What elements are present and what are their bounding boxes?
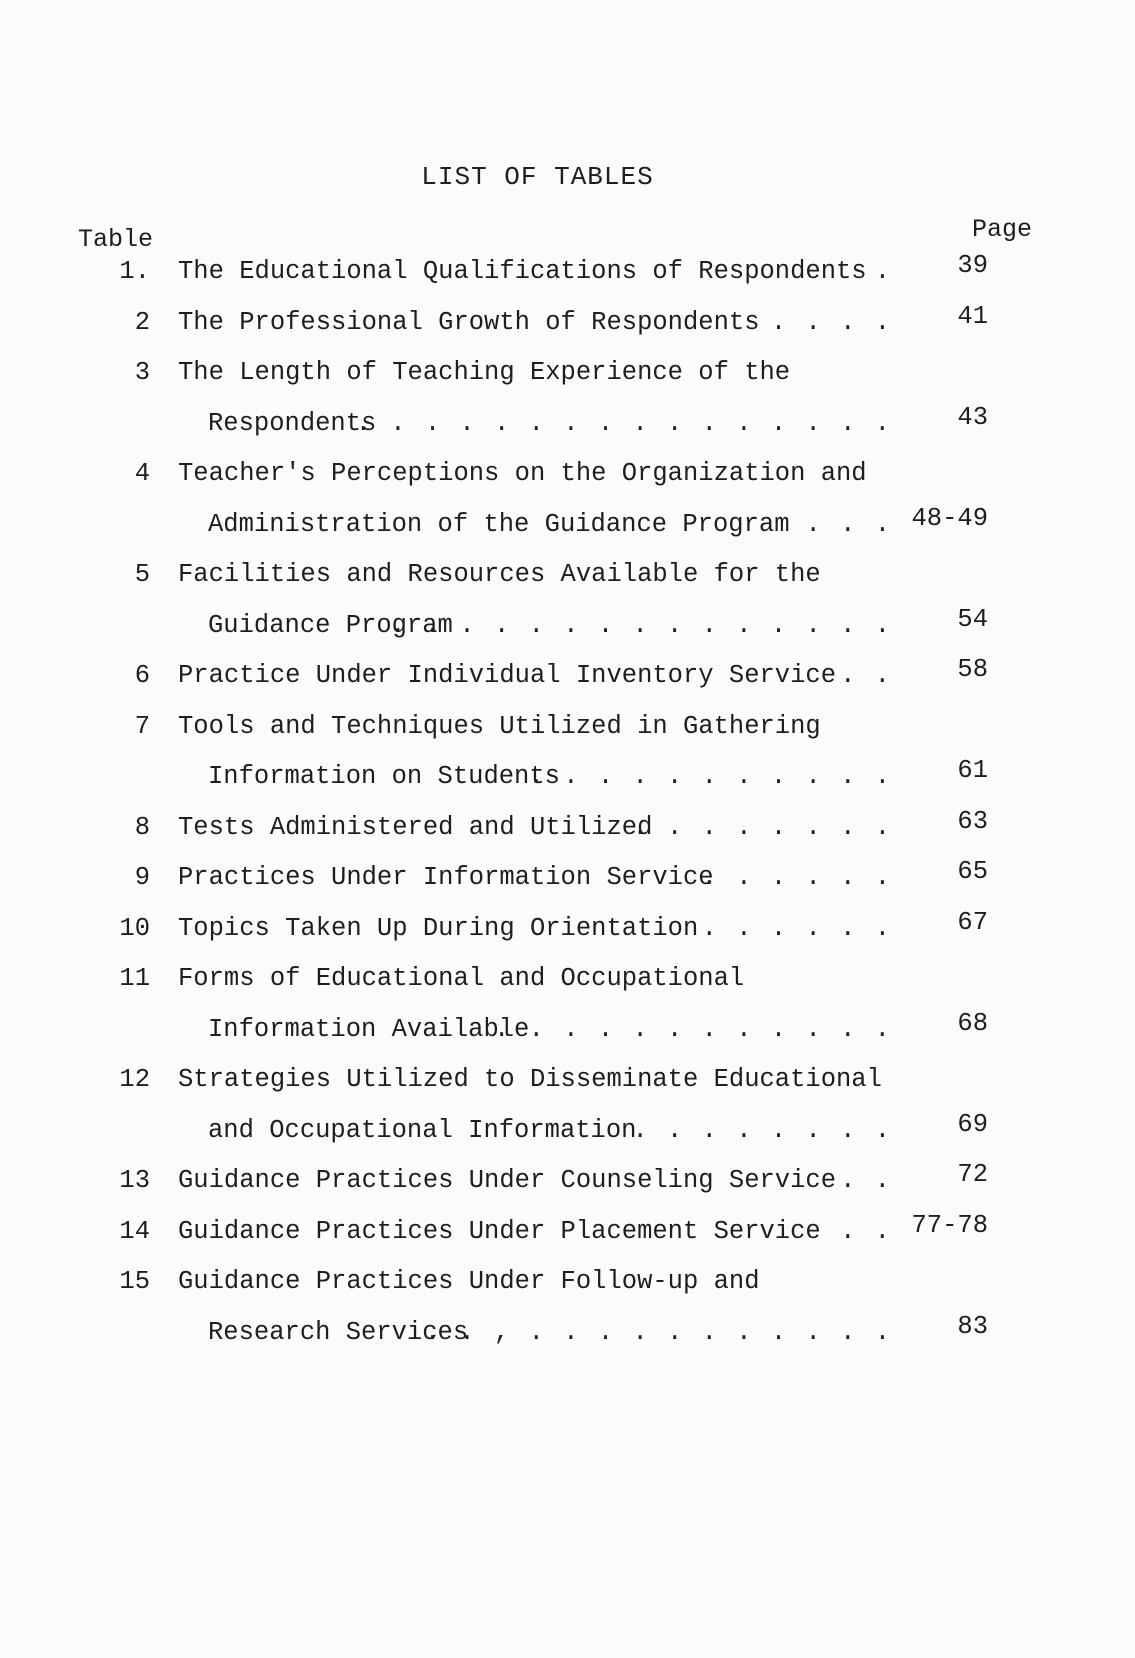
table-number: 3 [134,358,150,387]
table-number: 13 [119,1166,150,1195]
table-number: 9 [134,863,150,892]
page-column-header: Page [972,215,1033,244]
table-number: 2 [134,307,150,337]
table-title: Tools and Techniques Utilized in Gathering [178,711,821,741]
table-entry-line [0,962,1135,996]
table-entry-line [0,604,1135,643]
page-number: 39 [957,251,988,280]
dot-leader: . . . . . . [701,913,892,943]
table-title: Research Services [208,1317,469,1347]
table-number: 11 [119,964,150,993]
table-title: Teacher's Perceptions on the Organization and [178,459,867,488]
page-number: 54 [957,604,988,634]
dot-leader: . . [840,1216,892,1246]
table-title: Strategies Utilized to Disseminate Educational [178,1065,882,1094]
table-title: Respondents [208,408,377,438]
table-entry-line [0,503,1135,542]
table-entry-line [0,402,1135,441]
table-entry-line [0,356,1135,390]
table-column-header: Table [78,225,154,254]
table-entry-line [0,457,1135,491]
table-entry-line [0,1160,1135,1198]
table-title: Tests Administered and Utilized [178,812,653,842]
table-number: 1. [119,257,150,286]
table-title: Practices Under Information Service [178,863,714,892]
table-number: 6 [134,661,150,690]
table-entry-line [0,806,1135,845]
page-title: LIST OF TABLES [421,162,654,192]
table-number: 7 [134,711,150,741]
table-number: 15 [119,1267,150,1296]
page-number: 58 [957,655,988,684]
table-title: Guidance Practices Under Counseling Service [178,1166,837,1195]
dot-leader: . . . . . . . . [632,812,892,842]
table-title: Topics Taken Up During Orientation [178,913,699,943]
page-number: 48-49 [911,503,988,533]
dot-leader: . . , . . . . . . . . . . . [424,1317,892,1347]
table-title: Guidance Practices Under Placement Service [178,1216,821,1246]
page-number: 69 [957,1109,988,1139]
dot-leader: . . . . . . . . . . . . . . . [390,610,892,640]
table-entry-line [0,907,1135,946]
page-number: 83 [957,1311,988,1341]
table-number: 14 [119,1216,150,1246]
dot-leader: . . . . . . . . . . . . [494,1014,892,1044]
dot-leader: . . . . . . . . [632,1115,892,1145]
table-entry-line [0,1008,1135,1047]
table-title: Information Available [208,1014,530,1044]
table-number: 10 [119,913,150,943]
table-number: 4 [134,459,150,488]
page-number: 68 [957,1008,988,1038]
page-number: 63 [957,806,988,836]
page-number: 61 [957,756,988,785]
page-number: 77-78 [911,1210,988,1240]
table-title: Information on Students [208,762,560,791]
table-title: Facilities and Resources Available for the [178,560,821,589]
table-entry-line [0,1265,1135,1299]
page-number: 72 [957,1160,988,1189]
table-entry-line [0,301,1135,340]
table-title: The Educational Qualifications of Respondents [178,257,867,286]
page-number: 43 [957,402,988,432]
table-title: Guidance Program [208,610,453,640]
table-title: Practice Under Individual Inventory Service [178,661,837,690]
table-entry-line [0,1210,1135,1249]
dot-leader: . . [840,1166,892,1195]
page-number: 41 [957,301,988,331]
table-entry-line [0,710,1135,744]
table-title: The Professional Growth of Respondents [178,307,760,337]
page-number: 65 [957,857,988,886]
table-entry-line [0,1109,1135,1148]
dot-leader: . . . . . . . . . . . [528,762,892,791]
table-number: 12 [119,1065,150,1094]
table-title: The Length of Teaching Experience of the [178,358,791,387]
dot-leader: . . [840,661,892,690]
table-entry-line [0,857,1135,895]
dot-leader: . . . . . . [701,863,892,892]
table-title: Forms of Educational and Occupational [178,964,745,993]
table-title: and Occupational Information [208,1115,637,1145]
dot-leader: . . . . . . . . . . . . . . . . [355,408,892,438]
table-entry-line [0,1063,1135,1097]
table-entry-line [0,756,1135,794]
page-number: 67 [957,907,988,937]
dot-leader: . . . [805,509,892,539]
table-entry-line [0,655,1135,693]
table-number: 5 [134,560,150,589]
table-entry-line [0,1311,1135,1350]
table-entry-line [0,558,1135,592]
table-entry-line [0,251,1135,289]
table-title: Administration of the Guidance Program [208,509,790,539]
dot-leader: . . . . [770,307,892,337]
table-number: 8 [134,812,150,842]
dot-leader: . [874,257,892,286]
table-title: Guidance Practices Under Follow-up and [178,1267,760,1296]
